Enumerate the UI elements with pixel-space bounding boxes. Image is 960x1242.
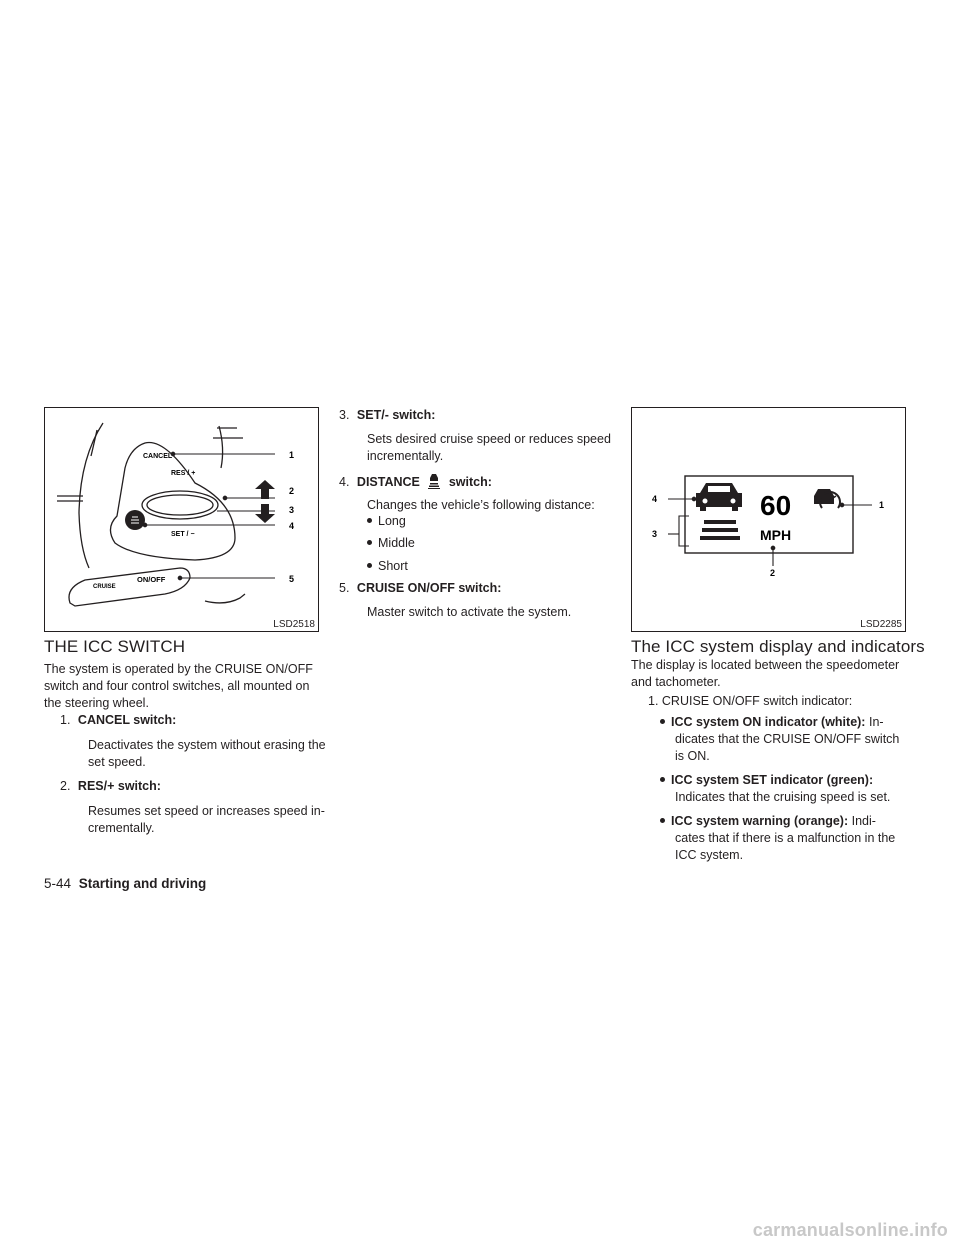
intro-line: switch and four control switches, all mounted on (44, 679, 310, 693)
item-number: 2. (60, 779, 71, 793)
item-title-suffix: switch: (448, 475, 492, 489)
list-item (60, 778, 161, 795)
steering-switch-illustration (45, 408, 317, 630)
bullet-line: dicates that the CRUISE ON/OFF switch (675, 732, 900, 746)
intro-line: and tachometer. (631, 675, 721, 689)
item-title: DISTANCE (356, 475, 420, 489)
callout-3: 3 (289, 505, 295, 515)
speed-value: 60 (760, 490, 792, 521)
item-number: 1. (60, 713, 71, 727)
bullet-line: cates that if there is a malfunction in the (675, 831, 896, 845)
speed-unit: MPH (760, 527, 792, 543)
section-heading: THE ICC SWITCH (44, 637, 186, 656)
item-title: SET/- switch: (356, 408, 436, 422)
desc-line: set speed. (88, 755, 146, 769)
bullet-text: Short (378, 559, 408, 573)
bullet-line: Indicates that the cruising speed is set. (675, 790, 891, 804)
item-number: 5. (339, 581, 350, 595)
section-name: Starting and driving (78, 876, 207, 891)
watermark: carmanualsonline.info (752, 1220, 948, 1240)
set-label: SET / − (171, 531, 195, 538)
desc-line: Deactivates the system without erasing the (88, 738, 326, 752)
desc-line: Sets desired cruise speed or reduces speed (367, 432, 611, 446)
bullet-item (660, 714, 884, 731)
figure-code: LSD2285 (860, 619, 902, 630)
item-title: CRUISE ON/OFF switch: (356, 581, 502, 595)
item-title: CANCEL switch: (77, 713, 177, 727)
desc-line: Resumes set speed or increases speed in- (88, 804, 325, 818)
list-item (60, 712, 176, 729)
display-callout-2: 2 (770, 568, 776, 578)
intro-line: The display is located between the speedometer (631, 658, 900, 672)
distance-icon (427, 473, 441, 489)
section-intro (631, 657, 899, 691)
up-arrow-icon (255, 480, 275, 499)
list-item (339, 473, 492, 491)
display-callout-3: 3 (652, 529, 658, 539)
switch-figure (44, 407, 319, 632)
vehicle-ahead-icon (696, 483, 742, 511)
onoff-label: ON/OFF (137, 575, 166, 584)
intro-line: the steering wheel. (44, 696, 149, 710)
desc-line: incrementally. (367, 449, 444, 463)
bullet-title: ICC system SET indicator (green): (671, 773, 874, 787)
item-description (367, 431, 611, 465)
bullet-item (367, 535, 415, 552)
bullet-item (367, 513, 406, 530)
icc-display-illustration (632, 408, 904, 630)
callout-4: 4 (289, 521, 295, 531)
bullet-item (660, 772, 873, 789)
callout-1: 1 (289, 450, 295, 460)
item-number: 3. (339, 408, 350, 422)
bullet-text: In- (868, 715, 884, 729)
desc-line: crementally. (88, 821, 155, 835)
bullet-title: ICC system warning (orange): (671, 814, 849, 828)
list-item (339, 580, 501, 597)
bullet-title: ICC system ON indicator (white): (671, 715, 866, 729)
item-description: Changes the vehicle’s following distance: (367, 498, 595, 512)
page-number: 5-44 (44, 876, 72, 891)
intro-line: The system is operated by the CRUISE ON/OFF (44, 662, 313, 676)
bullet-item (660, 813, 876, 830)
display-figure (631, 407, 906, 632)
item-title: RES/+ switch: (77, 779, 161, 793)
callout-2: 2 (289, 486, 295, 496)
bullet-text: Long (378, 514, 406, 528)
section-heading: The ICC system display and indicators (631, 637, 925, 656)
cruise-label: CRUISE (93, 584, 116, 590)
bullet-line: is ON. (675, 749, 710, 763)
distance-bars-icon (700, 520, 740, 540)
cruise-indicator-icon (814, 489, 840, 508)
down-arrow-icon (255, 504, 275, 523)
bullet-text-block (675, 830, 895, 864)
bullet-text: Middle (378, 536, 415, 550)
page-footer (44, 876, 206, 891)
bullet-item (367, 558, 408, 575)
bullet-text: Indi- (851, 814, 876, 828)
list-item: 1. CRUISE ON/OFF switch indicator: (648, 694, 853, 708)
item-description (88, 803, 325, 837)
item-description: Master switch to activate the system. (367, 605, 572, 619)
display-callout-1: 1 (879, 500, 885, 510)
res-label: RES / + (171, 470, 196, 477)
list-item (339, 407, 435, 424)
item-description (88, 737, 326, 771)
bullet-text-block (675, 731, 899, 765)
section-intro (44, 661, 313, 712)
bullet-line: ICC system. (675, 848, 744, 862)
callout-5: 5 (289, 574, 295, 584)
figure-code: LSD2518 (273, 619, 315, 630)
display-callout-4: 4 (652, 494, 658, 504)
item-number: 4. (339, 475, 350, 489)
cancel-label: CANCEL (143, 453, 173, 460)
